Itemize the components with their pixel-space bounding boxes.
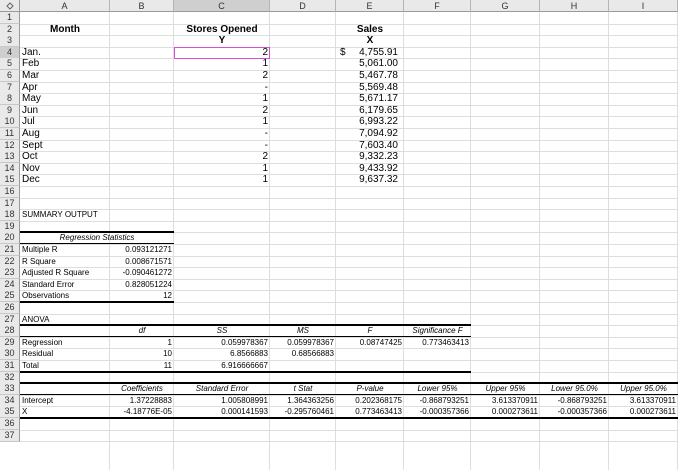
row-header-17[interactable]: 17: [0, 198, 20, 210]
row-header-28[interactable]: 28: [0, 325, 20, 337]
coefficient-value: 1.37228883: [129, 395, 172, 405]
table-rule: [20, 371, 471, 373]
row-header-19[interactable]: 19: [0, 221, 20, 233]
gridline-row: [20, 314, 678, 315]
gridline-row: [20, 430, 678, 431]
table-rule: [20, 301, 174, 303]
row-header-15[interactable]: 15: [0, 174, 20, 186]
anova-row-label: Regression: [22, 337, 63, 347]
coefficient-value: -0.295760461: [284, 407, 334, 417]
regression-stat-value: 12: [163, 291, 172, 301]
anova-value: 0.68566883: [291, 349, 334, 359]
row-header-4[interactable]: 4: [0, 47, 20, 59]
column-header-b[interactable]: B: [110, 0, 174, 12]
row-header-29[interactable]: 29: [0, 337, 20, 349]
stores-cell[interactable]: 2: [262, 104, 268, 116]
table-rule: [20, 417, 678, 419]
sales-header: Sales: [356, 23, 384, 35]
row-header-3[interactable]: 3: [0, 35, 20, 47]
row-header-33[interactable]: 33: [0, 383, 20, 395]
stores-cell[interactable]: 1: [262, 174, 268, 186]
month-cell: Sept: [22, 139, 43, 151]
regression-statistics-header: Regression Statistics: [59, 233, 135, 243]
row-header-27[interactable]: 27: [0, 314, 20, 326]
sales-cell: 4,755.91: [359, 46, 398, 58]
sales-cell: 9,637.32: [359, 174, 398, 186]
row-header-24[interactable]: 24: [0, 279, 20, 291]
stores-opened-header: Stores Opened: [186, 23, 258, 35]
anova-column-header: SS: [216, 326, 228, 336]
gridline-row: [20, 441, 678, 442]
column-header-c[interactable]: C: [174, 0, 270, 12]
row-header-35[interactable]: 35: [0, 406, 20, 418]
sales-cell: 5,569.48: [359, 81, 398, 93]
row-header-36[interactable]: 36: [0, 418, 20, 430]
gridline-col: [403, 12, 404, 470]
column-header-d[interactable]: D: [270, 0, 336, 12]
regression-stat-label: Observations: [22, 291, 70, 301]
regression-stat-value: 0.093121271: [125, 245, 172, 254]
coefficient-value: 3.613370911: [629, 395, 676, 405]
coefficient-value: -4.18776E-05: [123, 407, 172, 417]
row-header-21[interactable]: 21: [0, 244, 20, 256]
row-header-37[interactable]: 37: [0, 430, 20, 442]
row-header-1[interactable]: 1: [0, 12, 20, 24]
row-header-18[interactable]: 18: [0, 209, 20, 221]
month-header: Month: [50, 23, 80, 35]
sales-cell: 7,094.92: [359, 128, 398, 139]
stores-cell[interactable]: -: [264, 81, 268, 93]
anova-title: ANOVA: [22, 314, 50, 324]
regression-stat-label: Adjusted R Square: [22, 268, 90, 278]
coefficient-value: 1.005808991: [221, 395, 268, 405]
column-header-i[interactable]: I: [609, 0, 678, 12]
regression-stat-label: Multiple R: [22, 245, 58, 254]
column-header-f[interactable]: F: [404, 0, 471, 12]
sales-cell: 9,332.23: [359, 151, 398, 163]
coefficient-value: -0.000357366: [419, 407, 469, 417]
row-header-23[interactable]: 23: [0, 267, 20, 279]
month-cell: Mar: [22, 70, 40, 81]
stores-cell[interactable]: -: [264, 128, 268, 139]
gridline-col: [470, 12, 471, 470]
coefficient-column-header: P-value: [356, 384, 384, 394]
month-cell: May: [22, 93, 41, 105]
selected-cell-outline[interactable]: [174, 47, 270, 60]
coefficient-column-header: Lower 95.0%: [551, 384, 598, 394]
gridline-col: [608, 12, 609, 470]
month-cell: Jan.: [22, 46, 41, 58]
anova-column-header: df: [138, 326, 146, 336]
regression-stat-value: 0.828051224: [125, 279, 172, 289]
coefficient-column-header: Upper 95.0%: [620, 384, 667, 394]
coefficient-row-label: X: [22, 407, 28, 417]
anova-column-header: Significance F: [412, 326, 463, 336]
row-header-30[interactable]: 30: [0, 348, 20, 360]
anova-value: 10: [163, 349, 172, 359]
sales-cell: 6,179.65: [359, 104, 398, 116]
month-cell: Nov: [22, 162, 40, 174]
regression-stat-label: R Square: [22, 256, 56, 266]
regression-stat-value: -0.090461272: [122, 268, 172, 278]
anova-row-label: Residual: [22, 349, 54, 359]
row-header-34[interactable]: 34: [0, 395, 20, 407]
row-header-7[interactable]: 7: [0, 82, 20, 94]
coefficient-value: -0.868793251: [419, 395, 469, 405]
row-header-26[interactable]: 26: [0, 302, 20, 314]
row-header-9[interactable]: 9: [0, 105, 20, 117]
stores-cell[interactable]: -: [264, 139, 268, 151]
sales-cell: 5,671.17: [359, 93, 398, 105]
row-header-13[interactable]: 13: [0, 151, 20, 163]
select-all-button[interactable]: [0, 0, 20, 12]
regression-stat-value: 0.008671571: [125, 256, 172, 266]
sales-cell: 7,603.40: [359, 139, 398, 151]
anova-value: 1: [167, 337, 172, 347]
gridline-row: [20, 198, 678, 199]
column-header-a[interactable]: A: [20, 0, 110, 12]
stores-cell[interactable]: 1: [262, 58, 268, 70]
column-header-e[interactable]: E: [336, 0, 404, 12]
anova-value: 11: [163, 361, 172, 370]
anova-row-label: Total: [22, 361, 39, 370]
sales-cell: 5,061.00: [359, 58, 398, 70]
month-cell: Apr: [22, 81, 38, 93]
stores-cell[interactable]: 1: [262, 116, 268, 128]
sales-cell: 5,467.78: [359, 70, 398, 81]
anova-value: 0.773463413: [422, 337, 469, 347]
coefficient-value: 0.000141593: [221, 407, 268, 417]
anova-value: 6.8566883: [230, 349, 268, 359]
anova-value: 0.059978367: [221, 337, 268, 347]
coefficient-value: -0.000357366: [557, 407, 607, 417]
anova-value: 0.08747425: [359, 337, 402, 347]
gridline-row: [20, 186, 678, 187]
coefficient-column-header: Lower 95%: [417, 384, 458, 394]
row-header-11[interactable]: 11: [0, 128, 20, 140]
row-header-31[interactable]: 31: [0, 360, 20, 372]
coefficient-value: 0.773463413: [355, 407, 402, 417]
coefficient-column-header: Upper 95%: [485, 384, 526, 394]
regression-stat-label: Standard Error: [22, 279, 75, 289]
coefficient-value: 1.364363256: [287, 395, 334, 405]
month-cell: Oct: [22, 151, 38, 163]
coefficient-column-header: t Stat: [293, 384, 313, 394]
row-header-2[interactable]: 2: [0, 24, 20, 36]
coefficient-row-label: Intercept: [22, 395, 54, 405]
row-header-14[interactable]: 14: [0, 163, 20, 175]
stores-cell[interactable]: 2: [262, 46, 268, 58]
gridline-row: [20, 221, 678, 222]
row-header-10[interactable]: 10: [0, 116, 20, 128]
month-cell: Dec: [22, 174, 40, 186]
sales-variable-label: X: [366, 35, 374, 47]
row-header-8[interactable]: 8: [0, 93, 20, 105]
select-all-icon: [3, 1, 17, 11]
gridline-col: [269, 12, 270, 470]
anova-value: 6.916666667: [221, 361, 268, 370]
row-header-12[interactable]: 12: [0, 140, 20, 152]
coefficient-value: 3.613370911: [491, 395, 538, 405]
stores-cell[interactable]: 1: [262, 93, 268, 105]
row-header-20[interactable]: 20: [0, 232, 20, 244]
column-header-h[interactable]: H: [540, 0, 609, 12]
gridline-col: [173, 12, 174, 470]
stores-variable-label: Y: [218, 35, 226, 47]
coefficient-value: 0.000273611: [491, 407, 538, 417]
row-header-22[interactable]: 22: [0, 256, 20, 268]
gridline-col: [539, 12, 540, 470]
currency-symbol: $: [340, 46, 346, 58]
row-header-32[interactable]: 32: [0, 372, 20, 384]
anova-value: 0.059978367: [287, 337, 334, 347]
summary-output-title: SUMMARY OUTPUT: [22, 210, 98, 220]
row-header-6[interactable]: 6: [0, 70, 20, 82]
coefficient-column-header: Coefficients: [121, 384, 163, 394]
gridline-col: [335, 12, 336, 470]
anova-column-header: MS: [297, 326, 309, 336]
sales-cell: 9,433.92: [359, 162, 398, 174]
stores-cell[interactable]: 1: [262, 162, 268, 174]
month-cell: Feb: [22, 58, 40, 70]
stores-cell[interactable]: 2: [262, 151, 268, 163]
row-header-16[interactable]: 16: [0, 186, 20, 198]
column-header-g[interactable]: G: [471, 0, 540, 12]
month-cell: Aug: [22, 128, 40, 139]
month-cell: Jun: [22, 104, 39, 116]
coefficient-value: 0.202368175: [355, 395, 402, 405]
row-header-5[interactable]: 5: [0, 58, 20, 70]
stores-cell[interactable]: 2: [262, 70, 268, 81]
month-cell: Jul: [22, 116, 35, 128]
anova-column-header: F: [367, 326, 373, 336]
sales-cell: 6,993.22: [359, 116, 398, 128]
row-header-25[interactable]: 25: [0, 290, 20, 302]
coefficient-value: 0.000273611: [629, 407, 676, 417]
coefficient-value: -0.868793251: [557, 395, 607, 405]
coefficient-column-header: Standard Error: [195, 384, 249, 394]
